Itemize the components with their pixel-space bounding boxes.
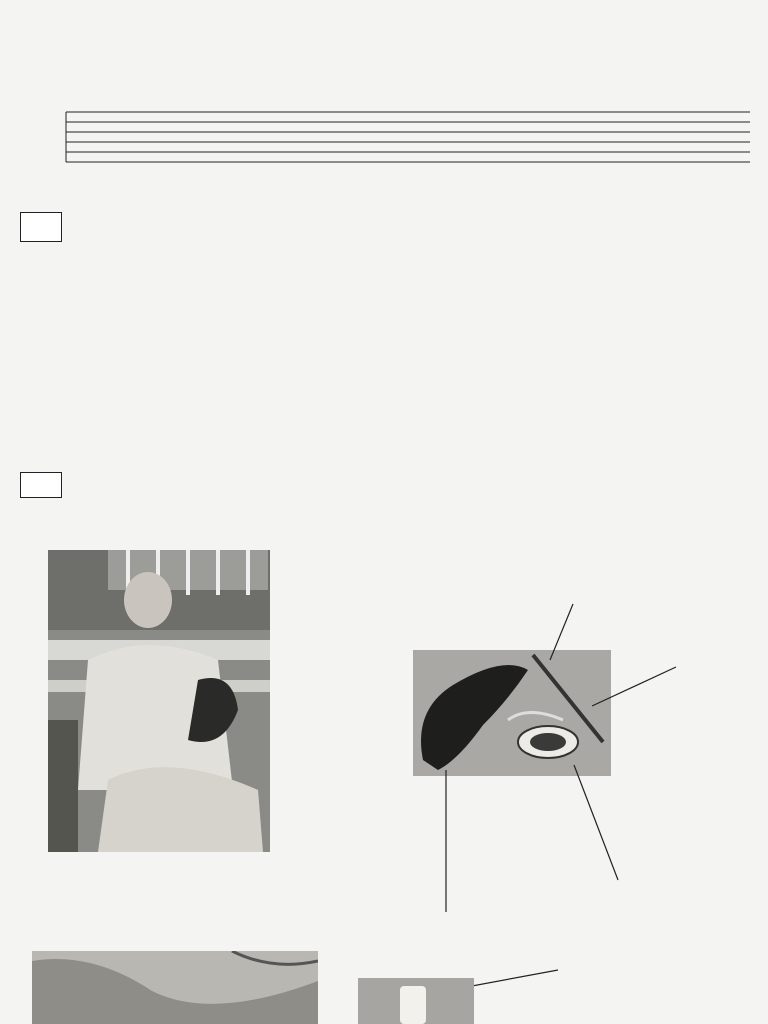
bottom-left-photo (32, 951, 318, 1024)
playing-position-photo (48, 550, 270, 852)
bottom-hole-label (20, 472, 62, 498)
pipes-parts-photo (413, 650, 611, 776)
reed-photo (358, 978, 474, 1024)
back-hole-label (20, 212, 62, 242)
